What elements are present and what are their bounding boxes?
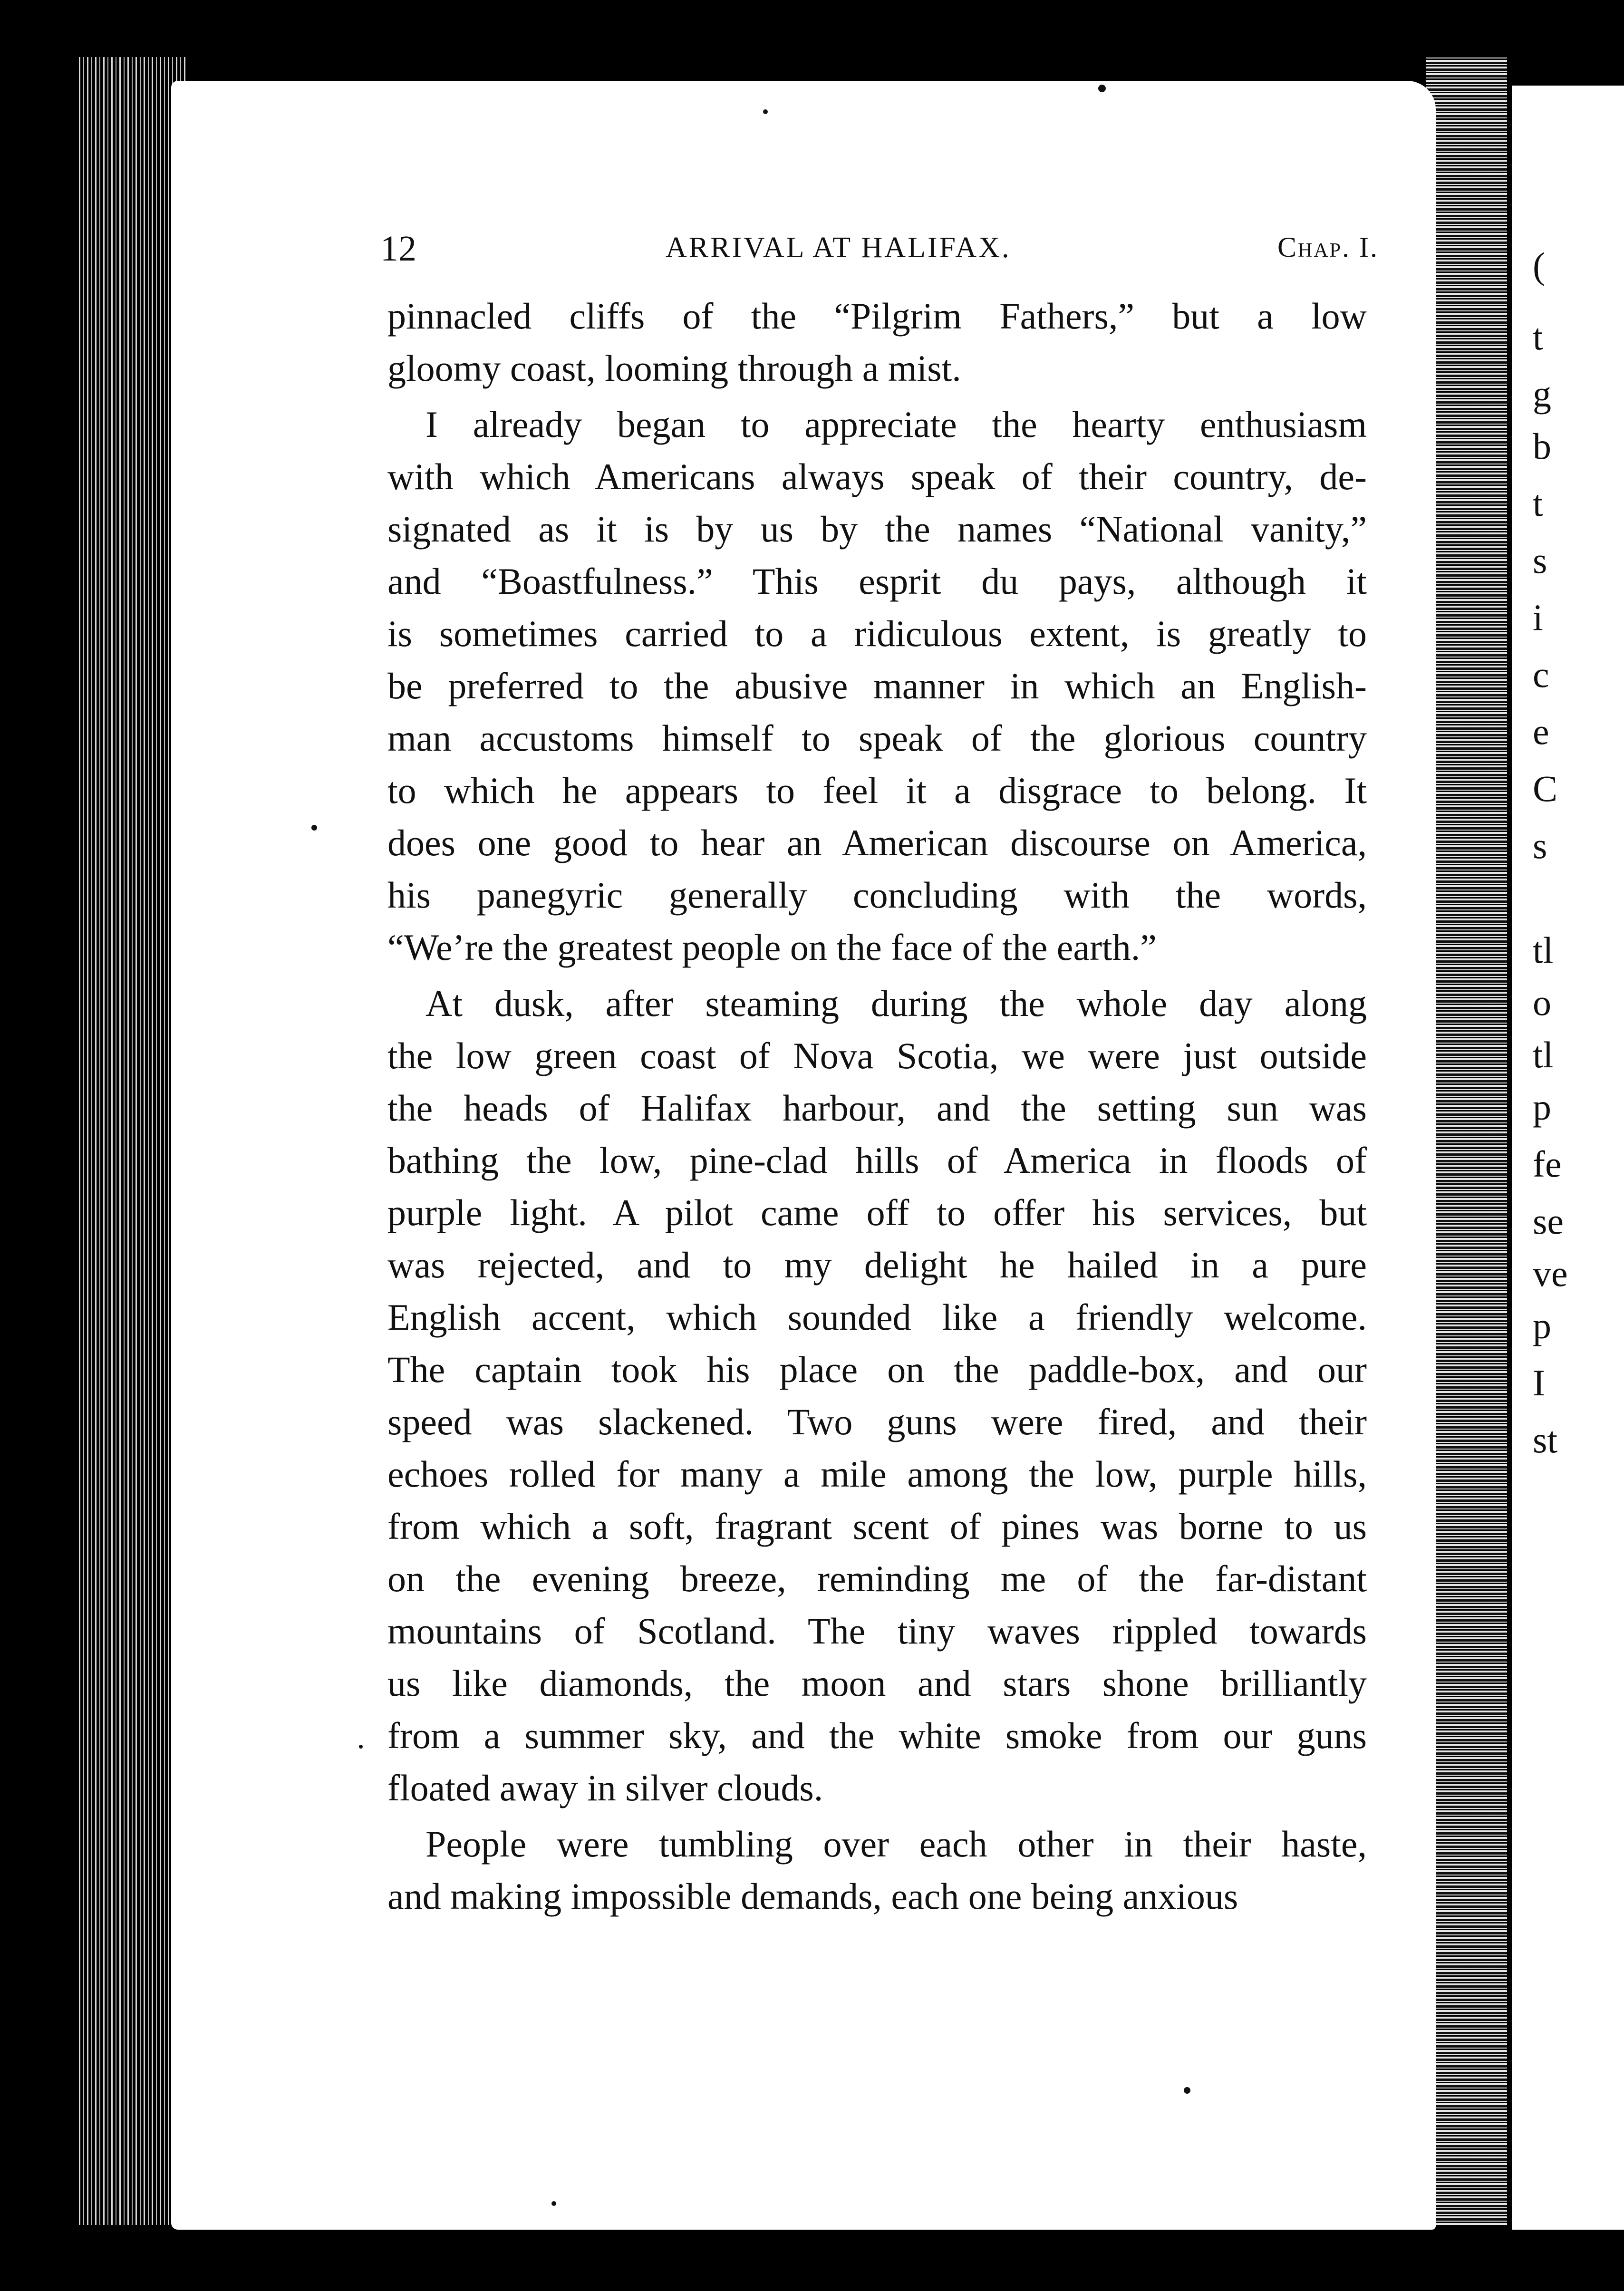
text-line: People were tumbling over each other in their haste, [425, 1823, 1367, 1865]
text-line: on the evening breeze, reminding me of the far-distant [387, 1558, 1367, 1599]
running-head [380, 228, 1379, 276]
text-line: man accustoms himself to speak of the glorious country [387, 717, 1367, 759]
text-line: his panegyric generally concluding with the words, [387, 874, 1367, 916]
text-line: us like diamonds, the moon and stars shone brilliantly [387, 1663, 1367, 1704]
paragraph [387, 1818, 1367, 1923]
paragraph-gap [387, 395, 1367, 398]
scan-speck [1098, 85, 1106, 92]
text-line: pinnacled cliffs of the “Pilgrim Fathers,” but a low [387, 295, 1367, 337]
next-page-letter: se [1533, 1200, 1564, 1242]
next-page-letter: ( [1533, 245, 1545, 286]
text-line: bathing the low, pine-clad hills of America in floods of [387, 1140, 1367, 1181]
scan-speck [311, 825, 317, 831]
next-page-letter: e [1533, 711, 1549, 752]
text-line: English accent, which sounded like a friendly welcome. [387, 1296, 1367, 1338]
paragraph-gap [387, 974, 1367, 977]
text-line: be preferred to the abusive manner in which an English- [387, 665, 1367, 706]
text-line: floated away in silver clouds. [387, 1767, 823, 1808]
next-page-letter: g [1533, 373, 1551, 415]
paragraph [387, 290, 1367, 395]
next-page-letter: ve [1533, 1253, 1568, 1294]
next-page-letter: c [1533, 654, 1549, 695]
next-page-letter: st [1533, 1419, 1558, 1460]
text-line: At dusk, after steaming during the whole day along [425, 983, 1367, 1024]
chapter-label: Chap. I. [1277, 232, 1379, 263]
text-line: from a summer sky, and the white smoke from our guns [387, 1715, 1367, 1756]
running-title: ARRIVAL AT HALIFAX. [666, 232, 1011, 264]
text-line: The captain took his place on the paddle-box, and our [387, 1349, 1367, 1390]
paragraph [387, 398, 1367, 974]
text-line: I already began to appreciate the hearty enthusiasm [425, 404, 1367, 445]
text-line: mountains of Scotland. The tiny waves rippled towards [387, 1610, 1367, 1652]
page-number: 12 [380, 229, 416, 269]
next-page-letter: s [1533, 540, 1547, 581]
next-page-fragment [1512, 86, 1624, 2230]
text-line: was rejected, and to my delight he hailed in a pure [387, 1244, 1367, 1286]
next-page-letter: t [1533, 483, 1543, 524]
text-line: and making impossible demands, each one being anxious [387, 1875, 1238, 1917]
text-line: purple light. A pilot came off to offer his services, but [387, 1192, 1367, 1233]
scan-speck [359, 1745, 363, 1749]
next-page-letter: tl [1533, 929, 1554, 971]
body-text [387, 290, 1367, 1923]
next-page-letter: p [1533, 1305, 1551, 1346]
paragraph [387, 977, 1367, 1814]
text-line: from which a soft, fragrant scent of pines was borne to us [387, 1506, 1367, 1547]
next-page-letter: b [1533, 425, 1551, 467]
text-line: “We’re the greatest people on the face of the earth.” [387, 927, 1157, 968]
text-line: the low green coast of Nova Scotia, we were just outside [387, 1035, 1367, 1076]
text-line: signated as it is by us by the names “National vanity,” [387, 508, 1367, 550]
next-page-letter: tl [1533, 1034, 1554, 1075]
text-line: echoes rolled for many a mile among the low, purple hills, [387, 1453, 1367, 1495]
text-line: gloomy coast, looming through a mist. [387, 348, 961, 389]
text-line: is sometimes carried to a ridiculous extent, is greatly to [387, 613, 1367, 654]
text-line: and “Boastfulness.” This esprit du pays, although it [387, 561, 1367, 602]
text-line: speed was slackened. Two guns were fired, and their [387, 1401, 1367, 1442]
scan-speck [1184, 2087, 1190, 2094]
next-page-letter: s [1533, 825, 1547, 866]
next-page-letter: C [1533, 768, 1558, 809]
binding-gutter [1426, 57, 1507, 2225]
scan-speck [551, 2201, 556, 2206]
next-page-letter: I [1533, 1362, 1545, 1403]
next-page-letter: t [1533, 316, 1543, 358]
page-stack-edge [76, 57, 185, 2225]
next-page-letter: p [1533, 1086, 1551, 1128]
next-page-letter: fe [1533, 1143, 1562, 1185]
text-line: with which Americans always speak of their country, de- [387, 456, 1367, 497]
next-page-letter: o [1533, 982, 1551, 1023]
paragraph-gap [387, 1814, 1367, 1818]
scan-speck [763, 109, 768, 114]
text-line: does one good to hear an American discourse on America, [387, 822, 1367, 863]
next-page-letter: i [1533, 597, 1543, 638]
text-line: the heads of Halifax harbour, and the setting sun was [387, 1087, 1367, 1129]
text-line: to which he appears to feel it a disgrace to belong. It [387, 770, 1367, 811]
